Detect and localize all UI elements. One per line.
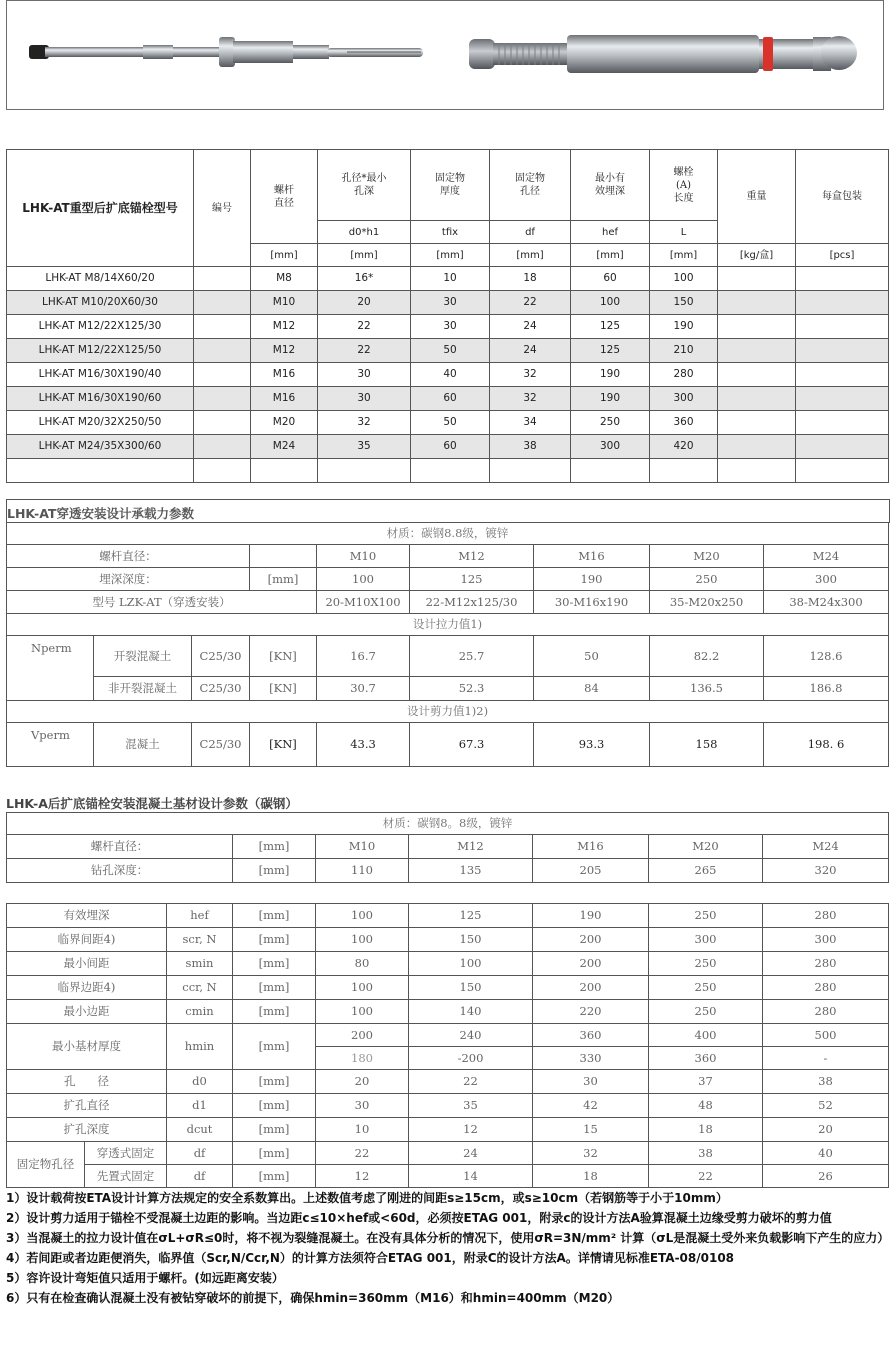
value-cell: 125 [409, 904, 533, 928]
value-cell: 100 [316, 1000, 409, 1024]
value-cell: 38 [649, 1142, 763, 1165]
value-cell: 180 [316, 1047, 409, 1070]
value-cell: 43.3 [317, 723, 410, 767]
unit-cell: [mm] [233, 859, 316, 883]
model-cell: LHK-AT M8/14X60/20 [7, 267, 194, 291]
footnote-6: 6）只有在检查确认混凝土没有被钻穿破坏的前提下，确保hmin=360mm（M16）和hmin=400mm（M20） [6, 1291, 620, 1305]
table-row [7, 952, 889, 976]
header-hole: 孔径*最小 孔深 [318, 150, 411, 221]
value-cell: 16.7 [317, 636, 410, 677]
model-cell: LHK-AT M20/32X250/50 [7, 411, 194, 435]
model-cell: LHK-AT M16/30X190/40 [7, 363, 194, 387]
hole-cell: 20 [318, 291, 411, 315]
pack-cell [796, 363, 889, 387]
param-symbol: scr, N [167, 928, 233, 952]
value-cell: 220 [533, 1000, 649, 1024]
hef-cell: 190 [571, 387, 650, 411]
value-cell: 30 [533, 1070, 649, 1094]
df-cell: 38 [490, 435, 571, 459]
hef-cell: 300 [571, 435, 650, 459]
param-name: 扩孔直径 [7, 1094, 167, 1118]
dia-cell: M24 [764, 545, 889, 568]
depth-cell: 190 [534, 568, 650, 591]
unit-df: [mm] [490, 244, 571, 267]
header-pack: 每盒包装 [796, 150, 889, 244]
symbol-length: L [650, 221, 718, 244]
table-row [7, 363, 889, 387]
depth-cell: 300 [764, 568, 889, 591]
value-cell: 360 [649, 1047, 763, 1070]
code-cell [194, 387, 251, 411]
value-cell: 80 [316, 952, 409, 976]
value-cell: 22 [409, 1070, 533, 1094]
param-symbol: d1 [167, 1094, 233, 1118]
df-cell: 24 [490, 315, 571, 339]
value-cell: 300 [763, 928, 889, 952]
weight-cell [718, 267, 796, 291]
length-cell: 100 [650, 267, 718, 291]
dia-cell: M12 [251, 339, 318, 363]
footnote-2: 2）设计剪力适用于锚栓不受混凝土边距的影响。当边距c≤10×hef或<60d，必须按ETAG 001，附录c的设计方法A验算混凝土边缘受剪力破坏的剪力值 [6, 1211, 832, 1225]
value-cell: 200 [533, 976, 649, 1000]
value-cell: 250 [649, 952, 763, 976]
symbol-hole: d0*h1 [318, 221, 411, 244]
hef-cell: 60 [571, 267, 650, 291]
dia-cell: M20 [251, 411, 318, 435]
param-name: 扩孔深度 [7, 1118, 167, 1142]
load-table-title: LHK-AT穿透安装设计承载力参数 [7, 506, 194, 521]
param-name: 临界间距4) [7, 928, 167, 952]
param-symbol: dcut [167, 1118, 233, 1142]
dia-cell: M20 [649, 835, 763, 859]
value-cell: 20 [763, 1118, 889, 1142]
df-cell: 18 [490, 267, 571, 291]
base-params-table [6, 903, 889, 1188]
length-cell: 420 [650, 435, 718, 459]
value-cell: 32 [533, 1142, 649, 1165]
value-cell: 280 [763, 976, 889, 1000]
dia-cell: M16 [533, 835, 649, 859]
unit-hef: [mm] [571, 244, 650, 267]
concrete-label: 混凝土 [94, 723, 192, 767]
tfix-cell: 10 [411, 267, 490, 291]
nperm-label: Nperm [7, 636, 94, 701]
length-cell: 190 [650, 315, 718, 339]
param-subname: 穿透式固定 [85, 1142, 167, 1165]
value-cell: 280 [763, 904, 889, 928]
unit-cell: [mm] [233, 1024, 316, 1070]
value-cell: 158 [650, 723, 764, 767]
table-row [7, 928, 889, 952]
df-cell: 32 [490, 363, 571, 387]
footnote-5: 5）容许设计弯矩值只适用于螺杆。(如远距离安装） [6, 1271, 284, 1285]
param-name: 最小间距 [7, 952, 167, 976]
dia-cell: M12 [410, 545, 534, 568]
unit-tfix: [mm] [411, 244, 490, 267]
length-cell: 150 [650, 291, 718, 315]
length-cell: 300 [650, 387, 718, 411]
unit-weight: [kg/盒] [718, 244, 796, 267]
grade-cell: C25/30 [192, 677, 250, 701]
weight-cell [718, 411, 796, 435]
symbol-tfix: tfix [411, 221, 490, 244]
value-cell: 200 [533, 952, 649, 976]
model-cell: LHK-AT M24/35X300/60 [7, 435, 194, 459]
unit-cell: [mm] [233, 952, 316, 976]
value-cell: 136.5 [650, 677, 764, 701]
value-cell: 30.7 [317, 677, 410, 701]
value-cell: 280 [763, 1000, 889, 1024]
table-row [7, 291, 889, 315]
model-cell: LHK-AT M12/22X125/50 [7, 339, 194, 363]
unit-cell: [mm] [233, 1000, 316, 1024]
cracked-label: 开裂混凝土 [94, 636, 192, 677]
tfix-cell: 50 [411, 339, 490, 363]
value-cell: 400 [649, 1024, 763, 1047]
model-cell: LHK-AT M16/30X190/60 [7, 387, 194, 411]
model-cell: LHK-AT M10/20X60/30 [7, 291, 194, 315]
param-name: 最小边距 [7, 1000, 167, 1024]
table-row [7, 976, 889, 1000]
table-row [7, 267, 889, 291]
base-dia-table [6, 812, 889, 883]
code-cell [194, 315, 251, 339]
value-cell: 200 [533, 928, 649, 952]
value-cell: 100 [316, 928, 409, 952]
hef-cell: 250 [571, 411, 650, 435]
param-name: 有效埋深 [7, 904, 167, 928]
value-cell: 100 [316, 904, 409, 928]
header-code: 编号 [194, 150, 251, 267]
header-tfix: 固定物 厚度 [411, 150, 490, 221]
param-name: 孔 径 [7, 1070, 167, 1094]
pack-cell [796, 387, 889, 411]
table-row [7, 435, 889, 459]
value-cell: 30 [316, 1094, 409, 1118]
unit-cell: [mm] [233, 1070, 316, 1094]
dia-cell: M16 [251, 387, 318, 411]
value-cell: 140 [409, 1000, 533, 1024]
model-cell: 30-M16x190 [534, 591, 650, 614]
load-table-title-box [6, 499, 890, 523]
hole-cell: 30 [318, 363, 411, 387]
dia-cell: M24 [251, 435, 318, 459]
dia-cell: M10 [251, 291, 318, 315]
spec-table-title: LHK-AT重型后扩底锚栓型号 [7, 150, 194, 267]
value-cell: 200 [316, 1024, 409, 1047]
value-cell: 37 [649, 1070, 763, 1094]
value-cell: 67.3 [410, 723, 534, 767]
drill-cell: 205 [533, 859, 649, 883]
footnote-1: 1）设计载荷按ETA设计计算方法规定的安全系数算出。上述数值考虑了刚进的间距s≥15cm，或s≥10cm（若钢筋等于小于10mm） [6, 1191, 728, 1205]
footnote-3: 3）当混凝土的拉力设计值在σL+σR≤0时，将不视为裂缝混凝土。在没有具体分析的情况下，使用σR=3N/mm² 计算（σL是混凝土受外来负载影响下产生的应力） [6, 1231, 890, 1245]
noncracked-label: 非开裂混凝土 [94, 677, 192, 701]
tfix-cell: 30 [411, 291, 490, 315]
dia-cell: M24 [763, 835, 889, 859]
load-model-label: 型号 LZK-AT（穿透安装） [7, 591, 317, 614]
table-row [7, 1165, 889, 1188]
hole-cell: 22 [318, 315, 411, 339]
value-cell: 93.3 [534, 723, 650, 767]
model-cell: 35-M20x250 [650, 591, 764, 614]
unit-cell: [mm] [233, 1094, 316, 1118]
model-cell: 20-M10X100 [317, 591, 410, 614]
symbol-hef: hef [571, 221, 650, 244]
model-cell: 22-M12x125/30 [410, 591, 534, 614]
drill-cell: 110 [316, 859, 409, 883]
product-image-panel [6, 0, 884, 110]
dia-cell: M10 [317, 545, 410, 568]
value-cell: 25.7 [410, 636, 534, 677]
base-table-title: LHK-A后扩底锚栓安装混凝土基材设计参数（碳钢） [6, 796, 298, 811]
value-cell: 360 [533, 1024, 649, 1047]
unit-cell: [mm] [233, 1165, 316, 1188]
df-cell: 24 [490, 339, 571, 363]
unit-cell: [KN] [250, 677, 317, 701]
depth-cell: 125 [410, 568, 534, 591]
table-row [7, 387, 889, 411]
param-symbol: df [167, 1165, 233, 1188]
base-material: 材质：碳钢8。8级，镀锌 [7, 813, 889, 835]
depth-cell: 250 [650, 568, 764, 591]
value-cell: 250 [649, 976, 763, 1000]
hole-cell: 30 [318, 387, 411, 411]
vperm-label: Vperm [7, 723, 94, 767]
hef-cell: 125 [571, 339, 650, 363]
table-row [7, 1118, 889, 1142]
unit-cell: [mm] [233, 928, 316, 952]
pack-cell [796, 291, 889, 315]
value-cell: 10 [316, 1118, 409, 1142]
value-cell: 22 [316, 1142, 409, 1165]
value-cell: 15 [533, 1118, 649, 1142]
param-symbol: df [167, 1142, 233, 1165]
table-row [7, 904, 889, 928]
weight-cell [718, 363, 796, 387]
anchor-bolt-illustration [7, 1, 883, 109]
table-row [7, 1000, 889, 1024]
tfix-cell: 60 [411, 387, 490, 411]
value-cell: 50 [534, 636, 650, 677]
value-cell: 128.6 [764, 636, 889, 677]
header-hef: 最小有 效埋深 [571, 150, 650, 221]
table-row [7, 1070, 889, 1094]
hole-cell: 22 [318, 339, 411, 363]
value-cell: 18 [533, 1165, 649, 1188]
table-row [7, 339, 889, 363]
code-cell [194, 267, 251, 291]
value-cell: 500 [763, 1024, 889, 1047]
param-subname: 先置式固定 [85, 1165, 167, 1188]
length-cell: 280 [650, 363, 718, 387]
hole-cell: 35 [318, 435, 411, 459]
load-depth-label: 埋深深度： [7, 568, 250, 591]
model-cell: LHK-AT M12/22X125/30 [7, 315, 194, 339]
drill-cell: 265 [649, 859, 763, 883]
dia-cell: M20 [650, 545, 764, 568]
value-cell: 186.8 [764, 677, 889, 701]
value-cell: 82.2 [650, 636, 764, 677]
param-name: 临界边距4) [7, 976, 167, 1000]
hef-cell: 100 [571, 291, 650, 315]
unit-cell: [mm] [233, 904, 316, 928]
unit-cell: [mm] [250, 568, 317, 591]
unit-dia: [mm] [251, 244, 318, 267]
drill-cell: 135 [409, 859, 533, 883]
value-cell: 250 [649, 1000, 763, 1024]
unit-cell: [KN] [250, 723, 317, 767]
weight-cell [718, 291, 796, 315]
base-drill-label: 钻孔深度： [7, 859, 233, 883]
hole-cell: 16* [318, 267, 411, 291]
header-weight: 重量 [718, 150, 796, 244]
param-symbol: ccr, N [167, 976, 233, 1000]
tension-title: 设计拉力值1) [7, 614, 889, 636]
value-cell: 38 [763, 1070, 889, 1094]
grade-cell: C25/30 [192, 636, 250, 677]
df-cell: 34 [490, 411, 571, 435]
value-cell: 12 [316, 1165, 409, 1188]
unit-hole: [mm] [318, 244, 411, 267]
dia-cell: M12 [409, 835, 533, 859]
table-row [7, 315, 889, 339]
value-cell: 18 [649, 1118, 763, 1142]
pack-cell [796, 435, 889, 459]
footnotes [6, 1188, 888, 1308]
unit-length: [mm] [650, 244, 718, 267]
unit-cell: [mm] [233, 1142, 316, 1165]
value-cell: 240 [409, 1024, 533, 1047]
table-row [7, 1094, 889, 1118]
dia-cell: M12 [251, 315, 318, 339]
param-name: 最小基材厚度 [7, 1024, 167, 1070]
dia-cell: M10 [316, 835, 409, 859]
value-cell: 198. 6 [764, 723, 889, 767]
param-name: 固定物孔径 [7, 1142, 85, 1188]
pack-cell [796, 315, 889, 339]
unit-cell: [KN] [250, 636, 317, 677]
value-cell: 52.3 [410, 677, 534, 701]
code-cell [194, 411, 251, 435]
value-cell: 12 [409, 1118, 533, 1142]
value-cell: 190 [533, 904, 649, 928]
value-cell: 100 [409, 952, 533, 976]
value-cell: 52 [763, 1094, 889, 1118]
value-cell: 150 [409, 976, 533, 1000]
drill-cell: 320 [763, 859, 889, 883]
dia-cell: M16 [534, 545, 650, 568]
param-symbol: cmin [167, 1000, 233, 1024]
tfix-cell: 60 [411, 435, 490, 459]
param-symbol: hmin [167, 1024, 233, 1070]
tfix-cell: 50 [411, 411, 490, 435]
value-cell: 26 [763, 1165, 889, 1188]
code-cell [194, 435, 251, 459]
shear-title: 设计剪力值1)2) [7, 701, 889, 723]
value-cell: - [763, 1047, 889, 1070]
value-cell: -200 [409, 1047, 533, 1070]
param-symbol: d0 [167, 1070, 233, 1094]
depth-cell: 100 [317, 568, 410, 591]
value-cell: 48 [649, 1094, 763, 1118]
header-thread-dia: 螺杆 直径 [251, 150, 318, 244]
load-capacity-table [6, 522, 889, 767]
unit-cell: [mm] [233, 976, 316, 1000]
pack-cell [796, 267, 889, 291]
hef-cell: 125 [571, 315, 650, 339]
weight-cell [718, 387, 796, 411]
value-cell: 40 [763, 1142, 889, 1165]
hole-cell: 32 [318, 411, 411, 435]
df-cell: 32 [490, 387, 571, 411]
table-row [7, 1142, 889, 1165]
footnote-4: 4）若间距或者边距便消失，临界值（Scr,N/Ccr,N）的计算方法须符合ETAG 001，附录C的设计方法A。详情请见标准ETA-08/0108 [6, 1251, 735, 1265]
value-cell: 22 [649, 1165, 763, 1188]
value-cell: 24 [409, 1142, 533, 1165]
dia-cell: M8 [251, 267, 318, 291]
value-cell: 330 [533, 1047, 649, 1070]
unit-cell: [mm] [233, 1118, 316, 1142]
pack-cell [796, 411, 889, 435]
param-symbol: smin [167, 952, 233, 976]
table-row [7, 1024, 889, 1047]
model-cell: 38-M24x300 [764, 591, 889, 614]
value-cell: 14 [409, 1165, 533, 1188]
header-df: 固定物 孔径 [490, 150, 571, 221]
value-cell: 280 [763, 952, 889, 976]
unit-pack: [pcs] [796, 244, 889, 267]
weight-cell [718, 315, 796, 339]
anchor-spec-table [6, 149, 889, 483]
base-dia-label: 螺杆直径： [7, 835, 233, 859]
weight-cell [718, 435, 796, 459]
load-dia-label: 螺杆直径： [7, 545, 250, 568]
length-cell: 360 [650, 411, 718, 435]
symbol-df: df [490, 221, 571, 244]
hef-cell: 190 [571, 363, 650, 387]
value-cell: 42 [533, 1094, 649, 1118]
value-cell: 250 [649, 904, 763, 928]
value-cell: 35 [409, 1094, 533, 1118]
table-row-empty [7, 459, 889, 483]
df-cell: 22 [490, 291, 571, 315]
value-cell: 150 [409, 928, 533, 952]
value-cell: 100 [316, 976, 409, 1000]
value-cell: 300 [649, 928, 763, 952]
value-cell: 84 [534, 677, 650, 701]
code-cell [194, 363, 251, 387]
weight-cell [718, 339, 796, 363]
unit-cell: [mm] [233, 835, 316, 859]
tfix-cell: 30 [411, 315, 490, 339]
pack-cell [796, 339, 889, 363]
length-cell: 210 [650, 339, 718, 363]
code-cell [194, 339, 251, 363]
code-cell [194, 291, 251, 315]
anchor-bolt-image [469, 35, 857, 73]
setting-tool-image [29, 37, 423, 67]
tfix-cell: 40 [411, 363, 490, 387]
param-symbol: hef [167, 904, 233, 928]
grade-cell: C25/30 [192, 723, 250, 767]
header-length: 螺栓 (A) 长度 [650, 150, 718, 221]
load-material: 材质：碳钢8.8级，镀锌 [7, 523, 889, 545]
value-cell: 20 [316, 1070, 409, 1094]
dia-cell: M16 [251, 363, 318, 387]
table-row [7, 411, 889, 435]
